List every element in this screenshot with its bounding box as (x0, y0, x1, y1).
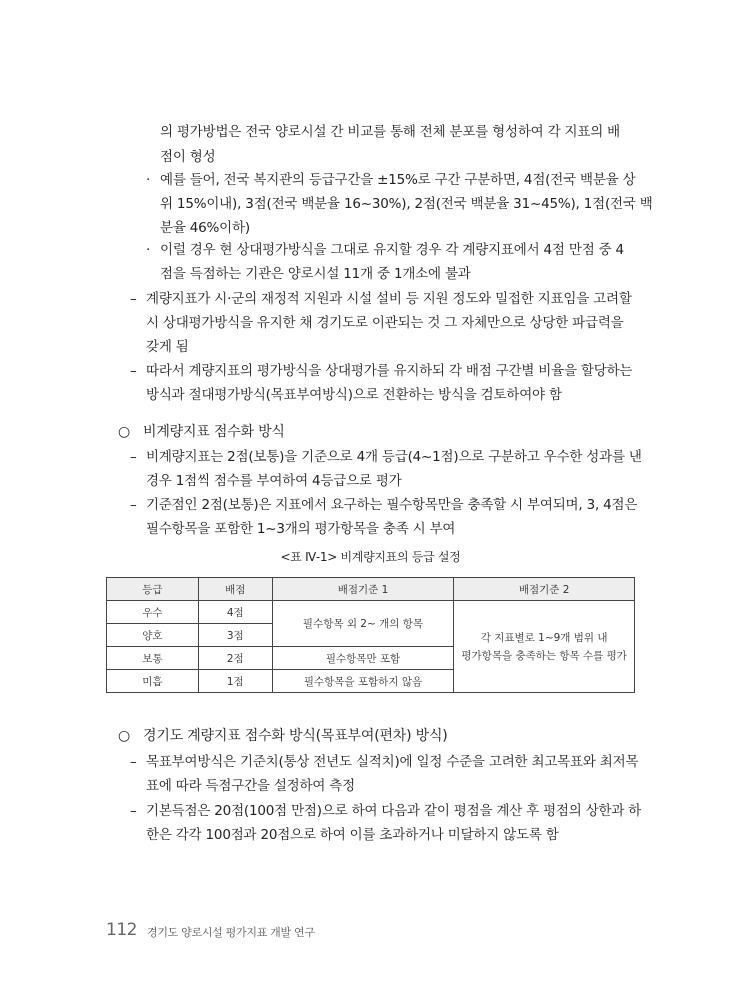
score-cell: 4점 (198, 601, 272, 624)
table-header-row (107, 578, 635, 601)
criteria1-cell: 필수항목을 포함하지 않음 (272, 670, 454, 693)
text-line: 따라서 계량지표의 평가방식을 상대평가를 유지하되 각 배점 구간별 비율을 할당하는 (146, 363, 633, 379)
grade-table (106, 577, 635, 693)
text-line: 시 상대평가방식을 유지한 채 경기도로 이관되는 것 그 자체만으로 상당한 파급력을 (146, 315, 624, 331)
criteria2-line: 각 지표별로 1~9개 범위 내 (480, 631, 608, 644)
bullet-dash: – (130, 363, 137, 379)
text-line: 방식과 절대평가방식(목표부여방식)으로 전환하는 방식을 검토하여야 함 (146, 387, 562, 403)
text-line: 표에 따라 득점구간을 설정하여 측정 (146, 778, 355, 794)
section-heading: 경기도 계량지표 점수화 방식(목표부여(편차) 방식) (143, 728, 448, 744)
bullet-dot: · (146, 242, 151, 258)
criteria1-cell: 필수항목 외 2~ 개의 항목 (272, 601, 454, 647)
score-cell: 1점 (198, 670, 272, 693)
text-line: 필수항목을 포함한 1~3개의 평가항목을 충족 시 부여 (146, 521, 456, 537)
text-line: 기본득점은 20점(100점 만점)으로 하여 다음과 같이 평점을 계산 후 평점의 상한과 하 (146, 803, 642, 819)
page-number: 112 (106, 920, 137, 940)
text-line: 분율 46%이하) (160, 220, 250, 236)
grade-cell: 우수 (107, 601, 199, 624)
text-line: 기준점인 2점(보통)은 지표에서 요구하는 필수항목만을 충족할 시 부여되며, 3, 4점은 (146, 497, 638, 513)
text-line: 의 평가방법은 전국 양로시설 간 비교를 통해 전체 분포를 형성하여 각 지표의 배 (160, 124, 621, 140)
text-line: 점을 득점하는 기관은 양로시설 11개 중 1개소에 불과 (160, 266, 471, 282)
criteria1-cell: 필수항목만 포함 (272, 647, 454, 670)
table-row (107, 601, 635, 624)
text-line: 갖게 됨 (146, 339, 189, 355)
running-footer-title: 경기도 양로시설 평가지표 개발 연구 (147, 926, 315, 939)
score-cell: 3점 (198, 624, 272, 647)
section-heading: 비계량지표 점수화 방식 (143, 424, 285, 440)
text-line: 예를 들어, 전국 복지관의 등급구간을 ±15%로 구간 구분하면, 4점(전국 백분율 상 (160, 172, 636, 188)
grade-cell: 보통 (107, 647, 199, 670)
text-line: 계량지표가 시·군의 재정적 지원과 시설 설비 등 지원 정도와 밀접한 지표임을 고려할 (146, 291, 632, 307)
table-header-cell: 배점기준 2 (454, 578, 635, 601)
text-line: 점이 형성 (160, 149, 216, 165)
bullet-dash: – (130, 754, 137, 770)
bullet-dash: – (130, 803, 137, 819)
text-line: 목표부여방식은 기준치(통상 전년도 실적치)에 일정 수준을 고려한 최고목표와 최저목 (146, 754, 639, 770)
table-header-cell: 배점 (198, 578, 272, 601)
text-line: 한은 각각 100점과 20점으로 하여 이를 초과하거나 미달하지 않도록 함 (146, 827, 559, 843)
section-circle-marker: ○ (118, 424, 131, 440)
criteria2-cell (454, 601, 635, 693)
bullet-dash: – (130, 497, 137, 513)
text-line: 이럴 경우 현 상대평가방식을 그대로 유지할 경우 각 계량지표에서 4점 만점 중 4 (160, 242, 624, 258)
score-cell: 2점 (198, 647, 272, 670)
bullet-dot: · (146, 172, 151, 188)
grade-cell: 미흡 (107, 670, 199, 693)
text-line: 경우 1점씩 점수를 부여하여 4등급으로 평가 (146, 473, 402, 489)
bullet-dash: – (130, 449, 137, 465)
table-header-cell: 등급 (107, 578, 199, 601)
table-header-cell: 배점기준 1 (272, 578, 454, 601)
text-line: 비계량지표는 2점(보통)을 기준으로 4개 등급(4~1점)으로 구분하고 우수한 성과를 낸 (146, 449, 642, 465)
section-circle-marker: ○ (118, 728, 131, 744)
grade-cell: 양호 (107, 624, 199, 647)
text-line: 위 15%이내), 3점(전국 백분율 16~30%), 2점(전국 백분율 31~45%), 1점(전국 백 (160, 196, 653, 212)
criteria2-line: 평가항목을 충족하는 항목 수를 평가 (461, 649, 627, 662)
bullet-dash: – (130, 291, 137, 307)
table-caption: <표 Ⅳ-1> 비계량지표의 등급 설정 (280, 550, 461, 564)
